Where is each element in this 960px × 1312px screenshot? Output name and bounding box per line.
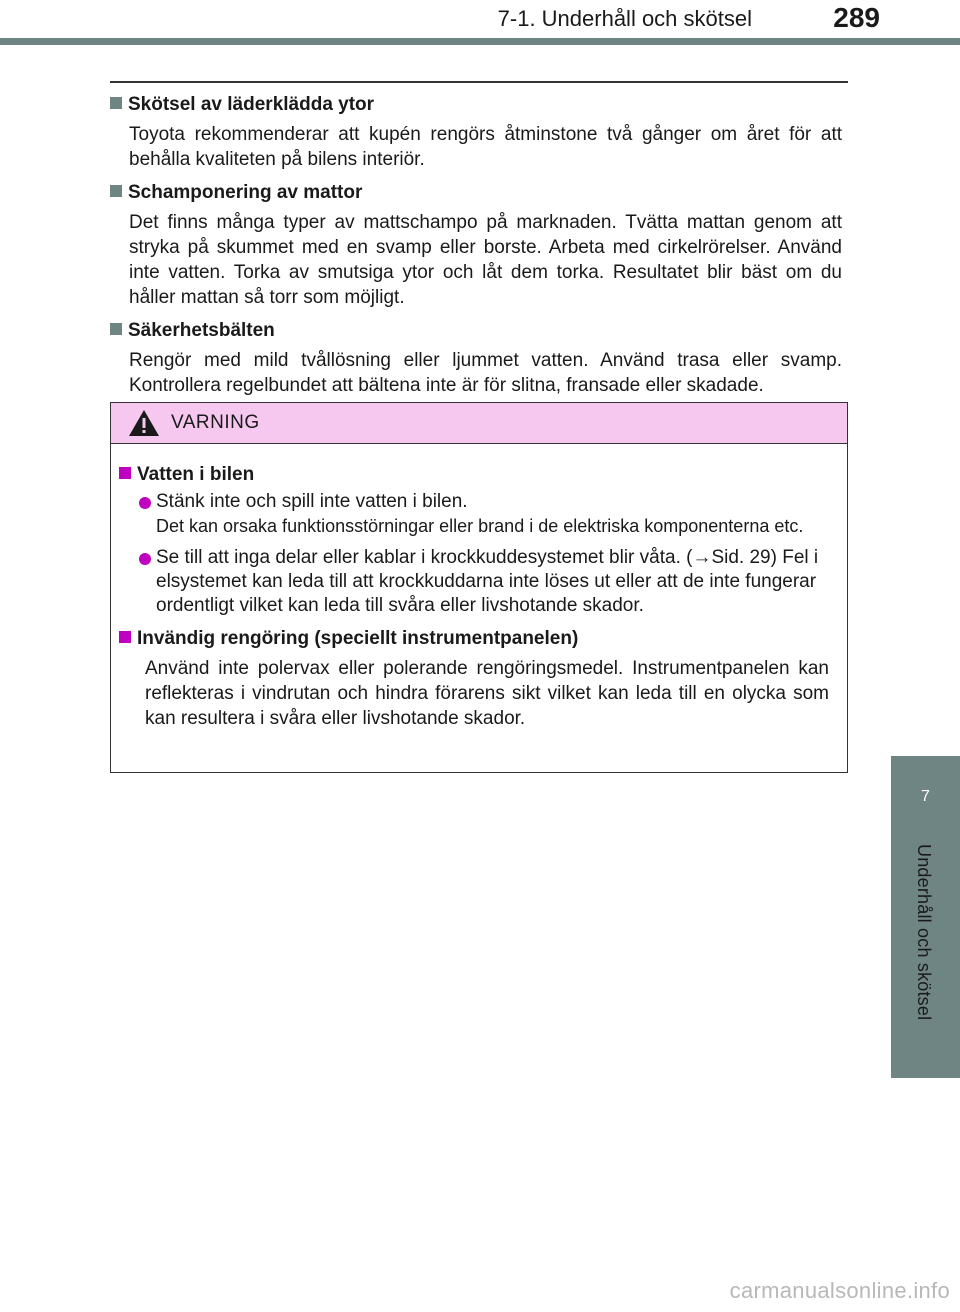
warning-content: [111, 444, 847, 731]
header-bar: [0, 0, 960, 45]
warning-box: [110, 402, 848, 773]
section-carpets: [110, 180, 842, 310]
chapter-label-tab: [891, 838, 960, 1078]
section-text: Rengör med mild tvållösning eller ljummet vatten. Använd trasa eller svamp. Kontrollera regelbundet att bältena inte är för slitna, fransade eller skadade.: [129, 350, 842, 396]
section-text: Toyota rekommenderar att kupén rengörs åtminstone två gånger om året för att behålla kvaliteten på bilens interiör.: [129, 124, 842, 170]
page-number: 289: [833, 2, 880, 33]
square-bullet-icon: [110, 323, 122, 335]
bullet-subtext: Det kan orsaka funktionsstörningar eller brand i de elektriska komponenterna etc.: [156, 516, 804, 536]
warning-title: VARNING: [171, 412, 260, 433]
chapter-tab[interactable]: [891, 756, 960, 838]
circle-bullet-icon: [139, 553, 151, 565]
warning-text: Använd inte polervax eller polerande rengöringsmedel. Instrumentpanelen kan reflekteras i vindrutan och hindra förarens sikt vilket kan leda till en olycka som kan resultera i svåra eller livshotande skador.: [145, 658, 829, 729]
top-divider: [110, 81, 848, 83]
watermark: carmanualsonline.info: [729, 1278, 950, 1303]
section-heading: Skötsel av läderklädda ytor: [110, 92, 842, 118]
section-leather: [110, 92, 842, 172]
square-bullet-icon: [110, 185, 122, 197]
square-bullet-icon: [119, 467, 131, 479]
circle-bullet-icon: [139, 497, 151, 509]
warning-header: [111, 403, 847, 444]
chapter-label: Underhåll och skötsel: [914, 844, 934, 1021]
warning-bullet: [119, 490, 839, 538]
square-bullet-icon: [110, 97, 122, 109]
section-heading: Schamponering av mattor: [110, 180, 842, 206]
section-seatbelts: [110, 318, 842, 398]
section-text: Det finns många typer av mattschampo på marknaden. Tvätta mattan genom att stryka på skummet med en svamp eller borste. Arbeta med cirkelrörelser. Använd inte vatten. Torka av smutsiga ytor och låt dem torka. Resultatet blir bäst om du håller mattan så torr som möjligt.: [129, 212, 842, 308]
warning-bullet: [119, 546, 839, 618]
warning-heading: Vatten i bilen: [119, 462, 839, 488]
bullet-text: Se till att inga delar eller kablar i krockkuddesystemet blir våta. (→Sid. 29) Fel i elsystemet kan leda till att krockkuddarna inte löses ut eller att de inte fungerar ordentligt vilket kan leda till svåra eller livshotande skador.: [156, 547, 819, 616]
bullet-text: Stänk inte och spill inte vatten i bilen.: [156, 491, 468, 512]
warning-triangle-icon: [127, 408, 161, 438]
section-heading: Säkerhetsbälten: [110, 318, 842, 344]
square-bullet-icon: [119, 631, 131, 643]
content-sections: [110, 92, 842, 406]
warning-heading: Invändig rengöring (speciellt instrumentpanelen): [119, 626, 839, 652]
chapter-number: 7: [921, 788, 930, 805]
section-title: 7-1. Underhåll och skötsel: [497, 6, 752, 31]
